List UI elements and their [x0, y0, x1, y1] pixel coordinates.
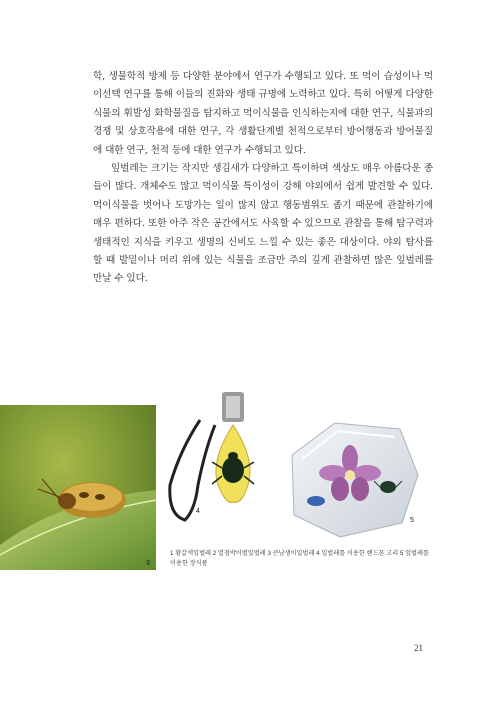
- body-text: [93, 68, 433, 289]
- keychain-photo: [160, 390, 290, 540]
- photo-number-4: 4: [196, 508, 200, 515]
- leaf-beetle-photo: [0, 405, 156, 570]
- leaf-beetle-illustration: [0, 405, 156, 570]
- paragraph-1: 학, 생물학적 방제 등 다양한 분야에서 연구가 수행되고 있다. 또 먹이 습성이나 먹이선택 연구를 통해 이들의 진화와 생태 규명에 노력하고 있다. 특히 어떻게 다양한 식물의 휘발성 화학물질을 탐지하고 먹이식물을 인식하는지에 대한 연구, 식물과의 경쟁 및 상호작용에 대한 연구, 각 생활단계별 천적으로부터 방어행동과 방어물질에 대한 연구, 천적 등에 대한 연구가 수행되고 있다.: [93, 71, 433, 156]
- paragraph-2: 잎벌레는 크기는 작지만 생김새가 다양하고 특이하며 색상도 매우 아름다운 종들이 많다. 개체수도 많고 먹이식물 특이성이 강해 야외에서 쉽게 발견할 수 있다. 먹이식물을 벗어나 도망가는 일이 많지 않고 행동범위도 좁기 때문에 관찰하기에 매우 편하다. 또한 아주 작은 공간에서도 사육할 수 있으므로 관찰을 통해 탐구력과 생태적인 지식을 키우고 생명의 신비도 느낄 수 있는 좋은 대상이다. 야외 탐사를 할 때 발밑이나 머리 위에 있는 식물을 조금만 주의 깊게 관찰하면 많은 잎벌레를 만날 수 있다.: [93, 163, 433, 285]
- photo-number-3: 3: [146, 560, 150, 567]
- page-number: 21: [414, 643, 423, 653]
- resin-ornament-illustration: [280, 415, 425, 545]
- photo-number-5: 5: [410, 517, 414, 524]
- keychain-illustration: [160, 390, 290, 540]
- resin-ornament-photo: [280, 415, 425, 545]
- figure-caption: 1 황갈색잎벌레 2 열점박이별잎벌레 3 큰남생이잎벌레 4 잎벌레를 이용한 핸드폰 고리 5 잎벌레를 이용한 장식품: [170, 550, 429, 567]
